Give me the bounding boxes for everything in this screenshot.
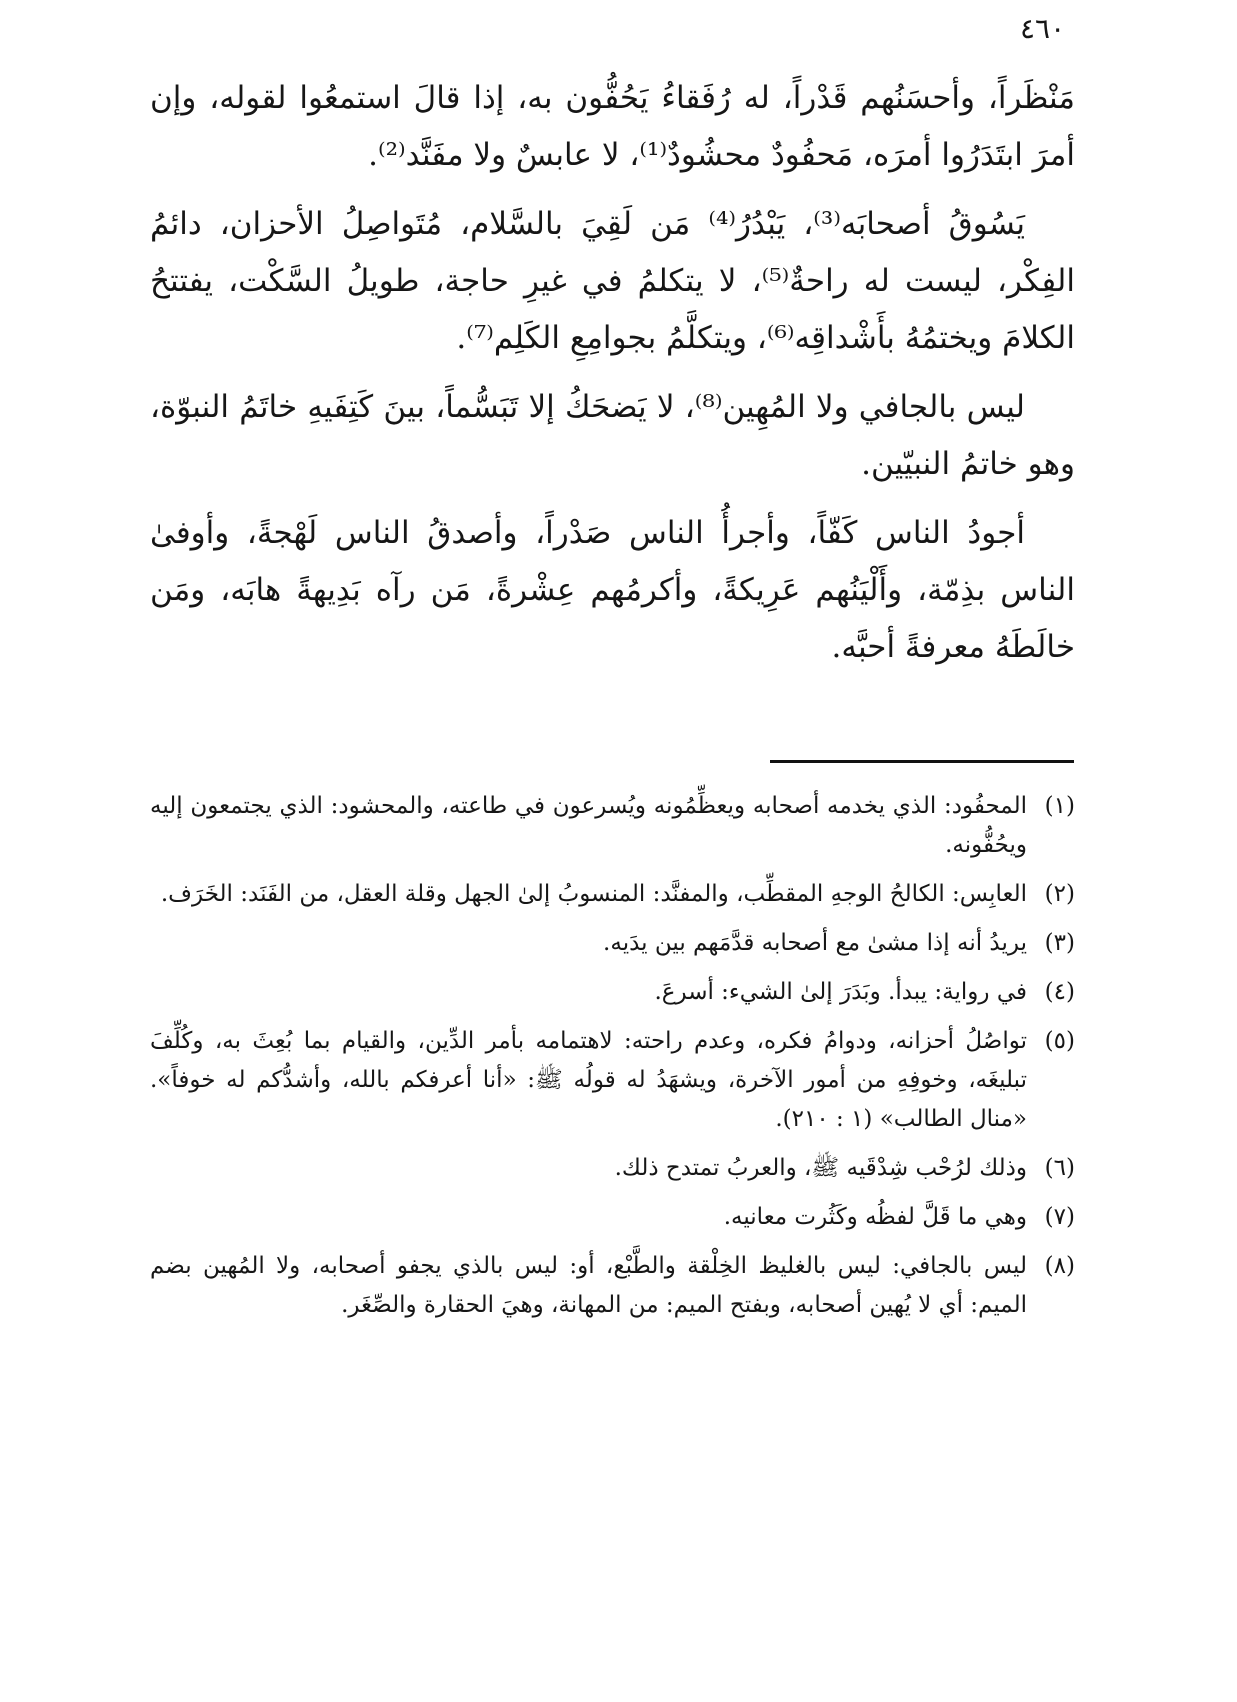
paragraph-3: ليس بالجافي ولا المُهِين⁽⁸⁾، لا يَضحَكُ إلا تَبَسُّماً، بينَ كَتِفَيهِ خاتَمُ النبوّة، وهو خاتمُ النبيّين. (150, 389, 1075, 482)
footnote-5 (150, 1022, 1075, 1139)
footnote-number: (٤) (1044, 979, 1075, 1005)
footnote-text: العابِس: الكالحُ الوجهِ المقطِّب، والمفنَّد: المنسوبُ إلىٰ الجهل وقلة العقل، من الفَنَد: الخَرَف. (160, 881, 1027, 907)
footnote-divider (770, 760, 1074, 763)
footnote-text: في رواية: يبدأ. وبَدَرَ إلىٰ الشيء: أسرعَ. (654, 979, 1027, 1005)
footnote-6 (150, 1149, 1075, 1188)
page-number: ٤٦٠ (1020, 12, 1066, 45)
footnote-number: (٢) (1044, 881, 1075, 907)
footnote-2 (150, 875, 1075, 914)
paragraph-4: أجودُ الناس كَفّاً، وأجرأُ الناس صَدْراً، وأصدقُ الناس لَهْجةً، وأوفىٰ الناس بذِمّة، وأَلْيَنُهم عَرِيكةً، وأكرمُهم عِشْرةً، مَن رآه بَدِيهةً هابَه، ومَن خالَطَهُ معرفةً أحبَّه. (150, 515, 1075, 665)
footnote-text: يريدُ أنه إذا مشىٰ مع أصحابه قدَّمَهم بين يدَيه. (603, 930, 1027, 956)
footnote-number: (٧) (1044, 1204, 1075, 1230)
footnote-number: (٦) (1044, 1155, 1075, 1181)
footnote-text: المحفُود: الذي يخدمه أصحابه ويعظِّمُونه ويُسرعون في طاعته، والمحشود: الذي يجتمعون إليه ويحُفُّونه. (150, 793, 1027, 858)
footnote-number: (٥) (1044, 1028, 1075, 1054)
footnote-number: (١) (1044, 793, 1075, 819)
footnote-text: ليس بالجافي: ليس بالغليظ الخِلْقة والطَّبْع، أو: ليس بالذي يجفو أصحابه، ولا المُهين بضم الميم: أي لا يُهين أصحابه، وبفتح الميم: من المهانة، وهيَ الحقارة والصِّغَر. (150, 1253, 1027, 1318)
footnote-text: وذلك لرُحْب شِدْقَيه ﷺ، والعربُ تمتدح ذلك. (614, 1155, 1027, 1181)
footnote-4 (150, 973, 1075, 1012)
main-text (150, 70, 1075, 688)
footnote-1 (150, 787, 1075, 865)
paragraph-2: يَسُوقُ أصحابَه⁽³⁾، يَبْدُرُ⁽⁴⁾ مَن لَقِيَ بالسَّلام، مُتَواصِلُ الأحزان، دائمُ الفِكْر، ليست له راحةٌ⁽⁵⁾، لا يتكلمُ في غيرِ حاجة، طويلُ السَّكْت، يفتتحُ الكلامَ ويختمُهُ بأَشْداقِه⁽⁶⁾، ويتكلَّمُ بجوامِعِ الكَلِم⁽⁷⁾. (150, 206, 1075, 356)
footnotes (150, 787, 1075, 1335)
footnote-text: وهي ما قَلَّ لفظُه وكَثُرت معانيه. (723, 1204, 1027, 1230)
paragraph-1: مَنْظَراً، وأحسَنُهم قَدْراً، له رُفَقاءُ يَحُفُّون به، إذا قالَ استمعُوا لقوله، وإن أمرَ ابتَدَرُوا أمرَه، مَحفُودٌ محشُودٌ⁽¹⁾، لا عابسٌ ولا مفَنَّد⁽²⁾. (150, 80, 1075, 173)
footnote-3 (150, 924, 1075, 963)
footnote-8 (150, 1247, 1075, 1325)
footnote-number: (٣) (1044, 930, 1075, 956)
footnote-text: تواصُلُ أحزانه، ودوامُ فكره، وعدم راحته: لاهتمامه بأمر الدِّين، والقيام بما بُعِثَ به، وكُلِّفَ تبليغَه، وخوفِهِ من أمور الآخرة، ويشهَدُ له قولُه ﷺ: «أنا أعرفكم بالله، وأشدُّكم له خوفاً». «منال الطالب» (١ : ٢١٠). (150, 1028, 1027, 1132)
footnote-7 (150, 1198, 1075, 1237)
footnote-number: (٨) (1044, 1253, 1075, 1279)
